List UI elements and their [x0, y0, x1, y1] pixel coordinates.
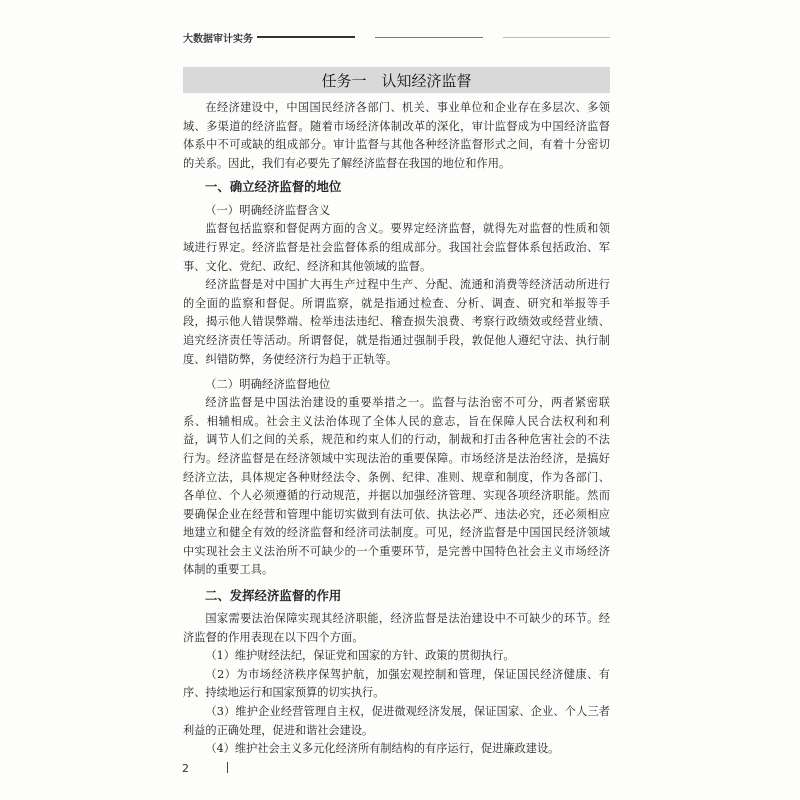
section-heading: 二、发挥经济监督的作用 [205, 588, 342, 604]
header-rule [503, 37, 610, 38]
page-number: 2 [182, 762, 189, 775]
footer-separator [227, 762, 228, 773]
body-text [183, 99, 610, 759]
paragraph: 经济监督是对中国扩大再生产过程中生产、分配、流通和消费等经济活动所进行的全面的监察和督促。所谓监察，就是指通过检查、分析、调查、研究和举报等手段，揭示他人错误弊端、检举违法违纪、稽查损失浪费、考察行政绩效或经营业绩、追究经济责任等活动。所谓督促，就是指通过强制手段，敦促他人遵纪守法、执行制度、纠错防弊，务使经济行为趋于正轨等。 [183, 278, 610, 366]
task-title-banner: 任务一 认知经济监督 [183, 67, 610, 93]
paragraph: 国家需要法治保障实现其经济职能，经济监督是法治建设中不可缺少的环节。经济监督的作用表现在以下四个方面。 [183, 612, 610, 644]
paragraph: 经济监督是中国法治建设的重要举措之一。监督与法治密不可分，两者紧密联系、相辅相成。社会主义法治体现了全体人民的意志，旨在保障人民合法权利和利益，调节人们之间的关系，规范和约束人们的行动，制裁和打击各种危害社会的不法行为。经济监督是在经济领域中实现法治的重要保障。市场经济是法治经济，是搞好经济立法，具体规定各种财经法令、条例、纪律、准则、规章和制度，作为各部门、各单位、个人必须遵循的行动规范，并据以加强经济管理、实现各项经济职能。然而要确保企业在经营和管理中能切实做到有法可依、执法必严、违法必究，还必须相应地建立和健全有效的经济监督和经济司法制度。可见，经济监督是中国国民经济领域中实现社会主义法治所不可缺少的一个重要环节，是完善中国特色社会主义市场经济体制的重要工具。 [183, 396, 610, 577]
paragraph: 监督包括监察和督促两方面的含义。要界定经济监督，就得先对监督的性质和领域进行界定。经济监督是社会监督体系的组成部分。我国社会监督体系包括政治、军事、文化、党纪、政纪、经济和其他领域的监督。 [183, 222, 610, 273]
section-heading: 一、确立经济监督的地位 [205, 179, 342, 195]
header-rule [375, 37, 482, 38]
list-item: （4）维护社会主义多元化经济所有制结构的有序运行，促进廉政建设。 [205, 742, 560, 756]
running-header [183, 30, 610, 44]
subsection-heading: （一）明确经济监督含义 [205, 203, 331, 218]
list-item: （1）维护财经法纪，保证党和国家的方针、政策的贯彻执行。 [205, 649, 515, 663]
header-rule [257, 36, 355, 38]
intro-paragraph: 在经济建设中，中国国民经济各部门、机关、事业单位和企业存在多层次、多领域、多渠道的经济监督。随着市场经济体制改革的深化，审计监督成为中国经济监督体系中不可或缺的组成部分。审计监督与其他各种经济监督形式之间，有着十分密切的关系。因此，我们有必要先了解经济监督在我国的地位和作用。 [183, 101, 610, 170]
list-item: （3）维护企业经营管理自主权，促进微观经济发展，保证国家、企业、个人三者利益的正确处理，促进和谐社会建设。 [183, 705, 610, 737]
list-item: （2）为市场经济秩序保驾护航，加强宏观控制和管理，保证国民经济健康、有序、持续地运行和国家预算的切实执行。 [183, 667, 610, 700]
subsection-heading: （二）明确经济监督地位 [205, 377, 331, 392]
running-title: 大数据审计实务 [183, 33, 253, 45]
page-footer [182, 762, 228, 775]
